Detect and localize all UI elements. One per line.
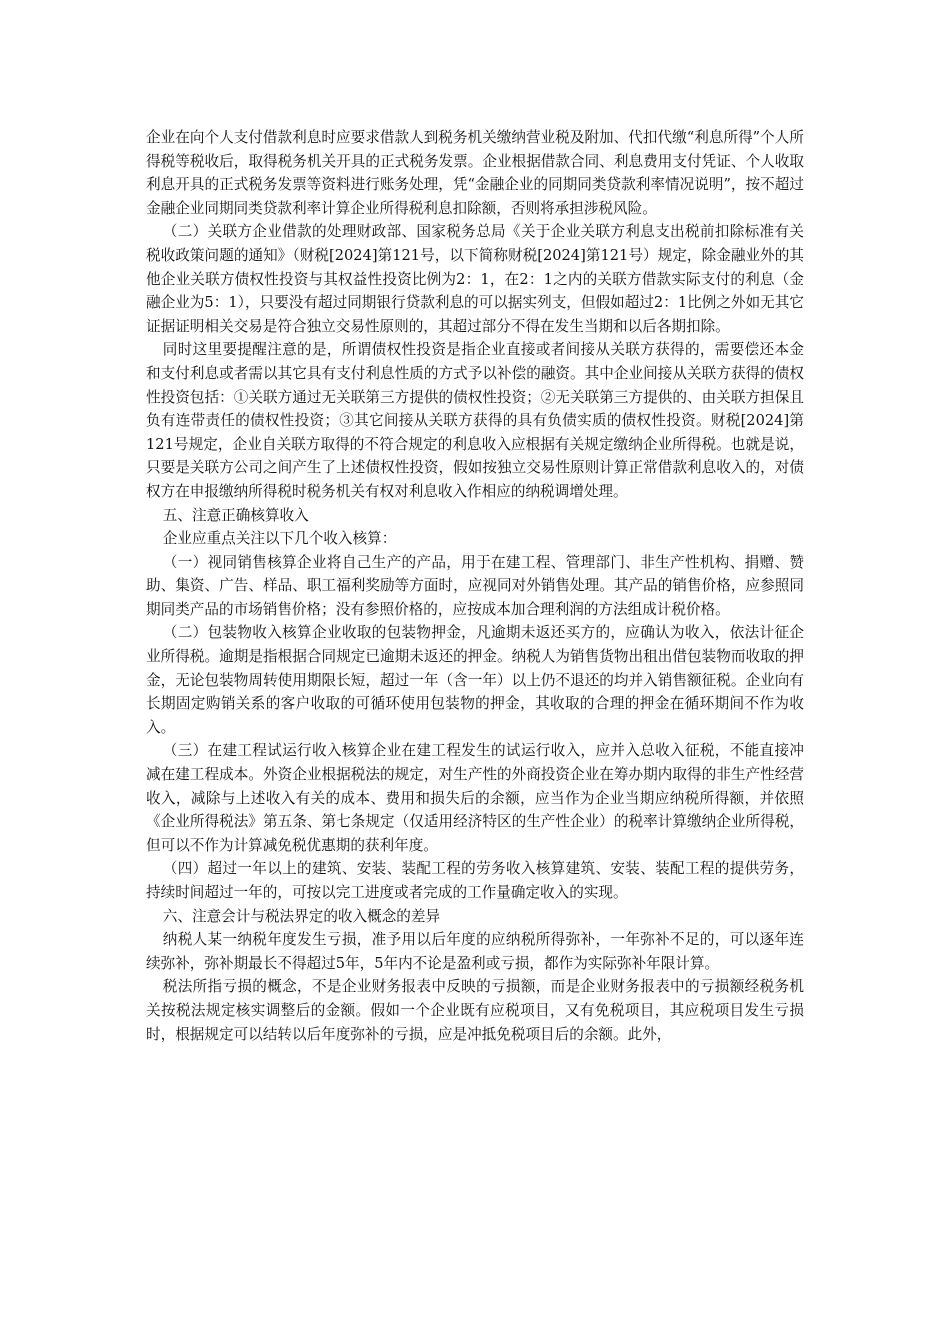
document-body: [146, 126, 804, 1046]
paragraph-trial-run-income: （三）在建工程试运行收入核算企业在建工程发生的试运行收入，应并入总收入征税，不能直接冲减在建工程成本。外资企业根据税法的规定，对生产性的外商投资企业在筹办期内取得的非生产性经营收入，减除与上述收入有关的成本、费用和损失后的余额，应当作为企业当期应纳税所得额，并依照《企业所得税法》第五条、第七条规定（仅适用经济特区的生产性企业）的税率计算缴纳企业所得税，但可以不作为计算减免税优惠期的获利年度。: [146, 742, 804, 854]
paragraph-packaging-income: （二）包装物收入核算企业收取的包装物押金，凡逾期未返还买方的，应确认为收入，依法计征企业所得税。逾期是指根据合同规定已逾期未返还的押金。纳税人为销售货物出租出借包装物而收取的押金，无论包装物周转使用期限长短，超过一年（含一年）以上仍不退还的均并入销售额征税。企业向有长期固定购销关系的客户收取的可循环使用包装物的押金，其收取的合理的押金在循环期间不作为收入。: [146, 624, 804, 736]
paragraph-related-party-loans: （二）关联方企业借款的处理财政部、国家税务总局《关于企业关联方利息支出税前扣除标准有关税收政策问题的通知》（财税[2024]第121号，以下简称财税[2024]第121号）规定，除金融业外的其他企业关联方债权性投资与其权益性投资比例为2：1，在2：1之内的关联方借款实际支付的利息（金融企业为5：1），只要没有超过同期银行贷款利息的可以据实列支，但假如超过2：1比例之外如无其它证据证明相关交易是符合独立交易性原则的，其超过部分不得在发生当期和以后各期扣除。: [146, 223, 804, 335]
paragraph-debt-investment: 同时这里要提醒注意的是，所谓债权性投资是指企业直接或者间接从关联方获得的，需要偿还本金和支付利息或者需以其它具有支付利息性质的方式予以补偿的融资。其中企业间接从关联方获得的债权性投资包括：①关联方通过无关联第三方提供的债权性投资；②无关联第三方提供的、由关联方担保且负有连带责任的债权性投资；③其它间接从关联方获得的具有负债实质的债权性投资。财税[2024]第121号规定，企业自关联方取得的不符合规定的利息收入应根据有关规定缴纳企业所得税。也就是说，只要是关联方公司之间产生了上述债权性投资，假如按独立交易性原则计算正常借款利息收入的，对债权方在申报缴纳所得税时税务机关有权对利息收入作相应的纳税调增处理。: [146, 341, 804, 500]
paragraph-construction-income: （四）超过一年以上的建筑、安装、装配工程的劳务收入核算建筑、安装、装配工程的提供劳务，持续时间超过一年的，可按以完工进度或者完成的工作量确定收入的实现。: [146, 860, 804, 901]
paragraph-tax-loss-concept: 税法所指亏损的概念，不是企业财务报表中反映的亏损额，而是企业财务报表中的亏损额经税务机关按税法规定核实调整后的金额。假如一个企业既有应税项目，又有免税项目，其应税项目发生亏损时，根据规定可以结转以后年度弥补的亏损，应是冲抵免税项目后的余额。此外，: [146, 978, 804, 1043]
paragraph-income-intro: 企业应重点关注以下几个收入核算：: [162, 530, 397, 548]
section-heading-income: 五、注意正确核算收入: [162, 506, 309, 524]
paragraph-interest-payment: 企业在向个人支付借款利息时应要求借款人到税务机关缴纳营业税及附加、代扣代缴“利息所得”个人所得税等税收后，取得税务机关开具的正式税务发票。企业根据借款合同、利息费用支付凭证、个人收取利息开具的正式税务发票等资料进行账务处理，凭“金融企业的同期同类贷款利率情况说明”，按不超过金融企业同期同类贷款利率计算企业所得税利息扣除额，否则将承担涉税风险。: [146, 129, 804, 217]
paragraph-loss-carryforward: 纳税人某一纳税年度发生亏损，准予用以后年度的应纳税所得弥补，一年弥补不足的，可以逐年连续弥补，弥补期最长不得超过5年，5年内不论是盈利或亏损，都作为实际弥补年限计算。: [146, 931, 804, 972]
section-heading-differences: 六、注意会计与税法界定的收入概念的差异: [162, 907, 441, 925]
paragraph-deemed-sales: （一）视同销售核算企业将自己生产的产品，用于在建工程、管理部门、非生产性机构、捐赠、赞助、集资、广告、样品、职工福利奖励等方面时，应视同对外销售处理。其产品的销售价格，应参照同期同类产品的市场销售价格；没有参照价格的，应按成本加合理利润的方法组成计税价格。: [146, 553, 804, 618]
